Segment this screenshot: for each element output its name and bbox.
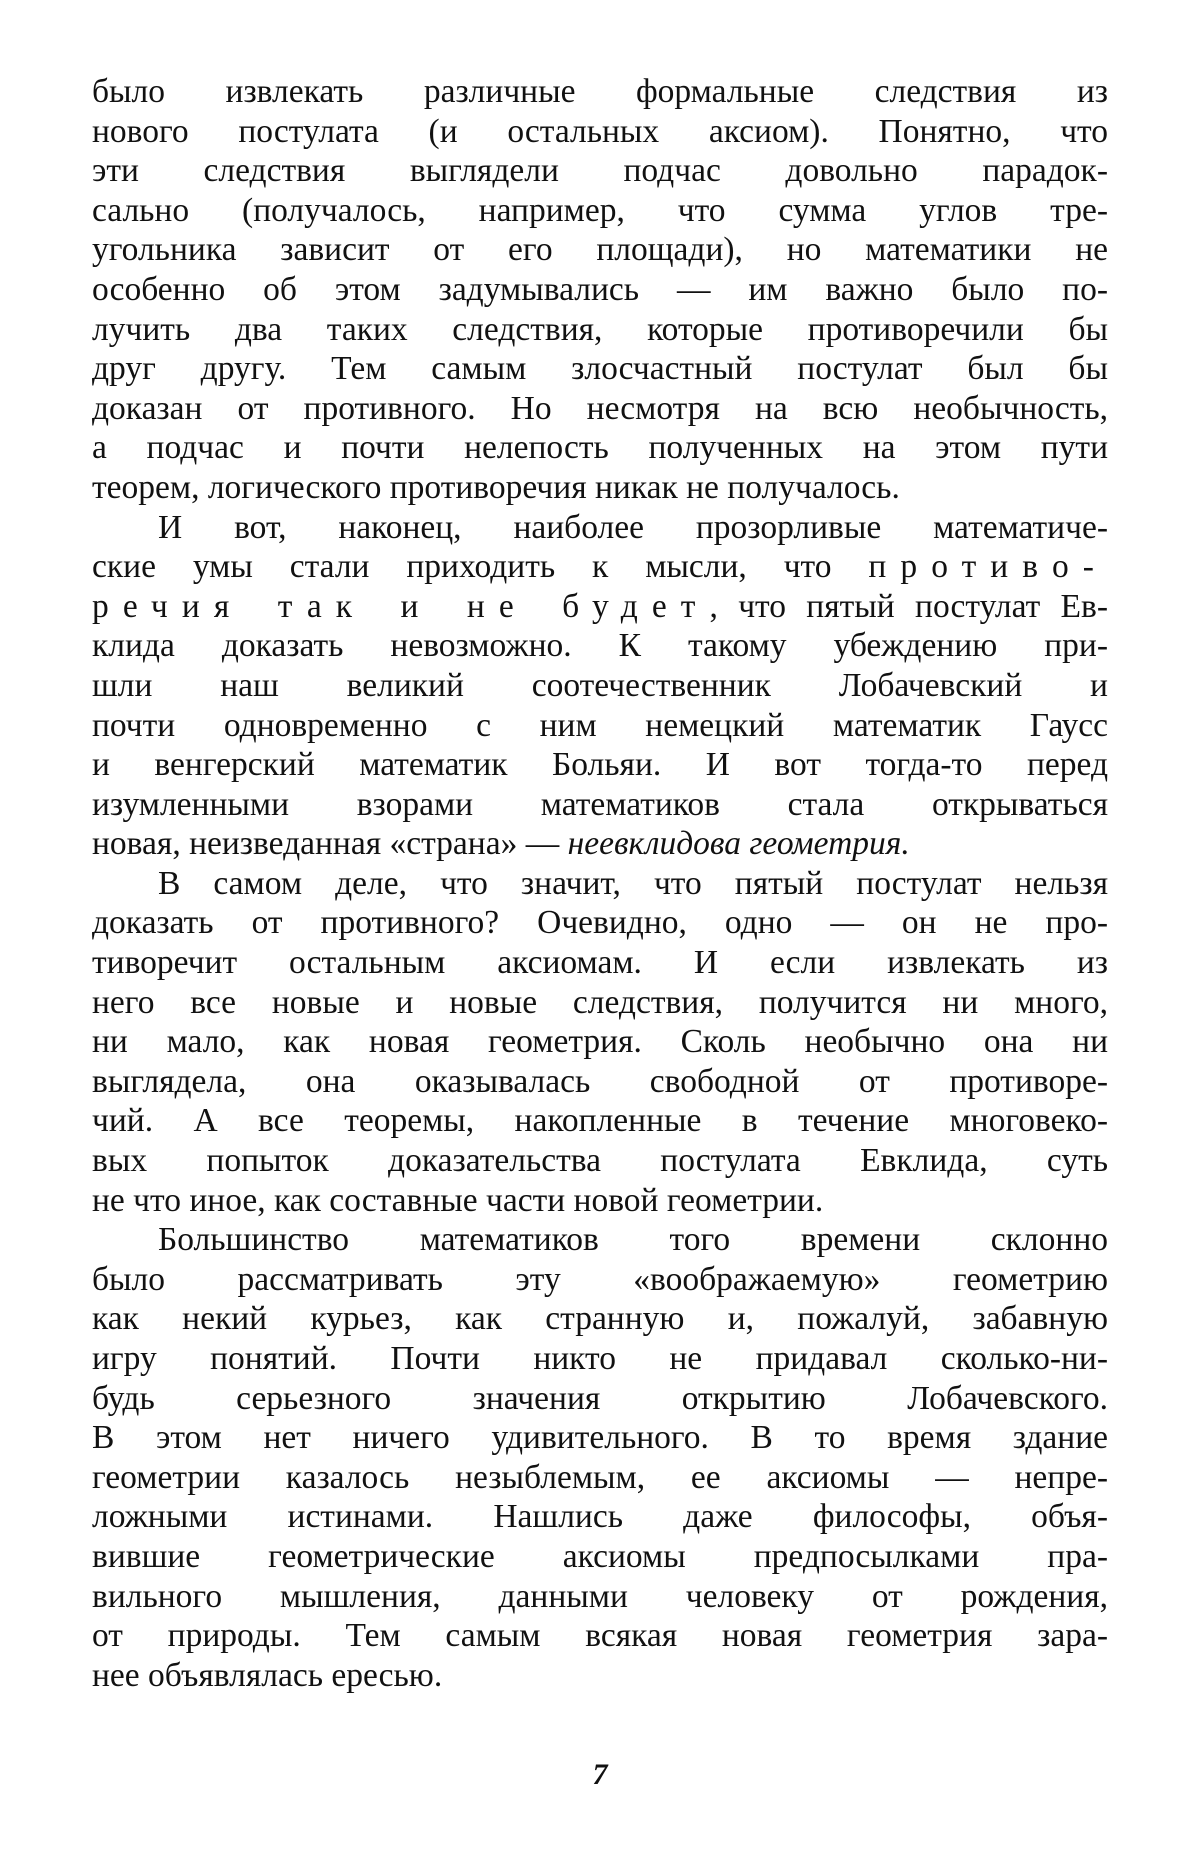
text-line: как некий курьез, как странную и, пожалуй, забавную [92,1300,1108,1338]
page-body [92,72,1108,1695]
text-line: от природы. Тем самым всякая новая геометрия зара- [92,1617,1108,1655]
text-line: него все новые и новые следствия, получится ни много, [92,983,1108,1021]
spaced-emphasis: противо- [868,548,1108,586]
text-line: шли наш великий соотечественник Лобачевский и [92,666,1108,704]
text-line: доказать от противного? Очевидно, одно — он не про- [92,904,1108,942]
text-line: изумленными взорами математиков стала открываться [92,785,1108,823]
text-line: сально (получалось, например, что сумма углов тре- [92,191,1108,229]
text-line: игру понятий. Почти никто не придавал сколько-ни- [92,1340,1108,1377]
paragraph-1 [92,72,1108,508]
text-line: особенно об этом задумывались — им важно было по- [92,270,1108,308]
text-line: И вот, наконец, наиболее прозорливые математиче- [158,508,1108,546]
text-line: В самом деле, что значит, что пятый постулат нельзя [158,864,1108,902]
text-line: нового постулата (и остальных аксиом). Понятно, что [92,112,1108,150]
text-line: не что иное, как составные части новой геометрии. [92,1181,824,1219]
text-line: геометрии казалось незыблемым, ее аксиомы — непре- [92,1458,1108,1496]
paragraph-4 [92,1220,1108,1695]
text-line: а подчас и почти нелепость полученных на этом пути [92,429,1108,467]
text-line: лучить два таких следствия, которые противоречили бы [92,310,1108,348]
text-line: вых попыток доказательства постулата Евклида, суть [92,1142,1108,1180]
text-line: Большинство математиков того времени склонно [158,1221,1108,1259]
text-line: теорем, логического противоречия никак не получалось. [92,468,900,506]
text-line: выглядела, она оказывалась свободной от противоре- [92,1062,1108,1100]
text-line: чий. А все теоремы, накопленные в течение многовеко- [92,1102,1108,1140]
text-line: угольника зависит от его площади), но математики не [92,231,1108,269]
text-line: было извлекать различные формальные следствия из [92,73,1108,110]
text-line: друг другу. Тем самым злосчастный постулат был бы [92,350,1108,388]
text-line: будь серьезного значения открытию Лобачевского. [92,1379,1108,1417]
text-line: вильного мышления, данными человеку от рождения, [92,1577,1108,1615]
text-line: доказан от противного. Но несмотря на всю необычность, [92,389,1108,427]
text-line: ни мало, как новая геометрия. Сколь необычно она ни [92,1023,1108,1061]
page-number: 7 [592,1758,608,1791]
text-line: эти следствия выглядели подчас довольно парадок- [92,152,1108,190]
text-line: было рассматривать эту «воображаемую» геометрию [92,1260,1108,1298]
text-line: В этом нет ничего удивительного. В то время здание [92,1419,1108,1457]
text-line: почти одновременно с ним немецкий математик Гаусс [92,706,1108,744]
paragraph-3 [92,864,1108,1220]
text-line: и венгерский математик Больяи. И вот тогда-то перед [92,746,1108,784]
italic-term: неевклидова геометрия. [567,825,910,863]
text-line: вившие геометрические аксиомы предпосылками пра- [92,1537,1108,1575]
text-line-with-spaced-emphasis: ские умы стали приходить к мысли, что противо- [92,548,1108,586]
text-line-with-spaced-emphasis: речия так и не будет, что пятый постулат Ев- [92,587,1108,625]
paragraph-2 [92,508,1108,864]
text-line: нее объявлялась ересью. [92,1656,443,1694]
spaced-emphasis: речия так и не будет [92,587,710,625]
text-line-with-italic-term: новая, неизведанная «страна» — неевклидова геометрия. [92,825,910,863]
text-line: ложными истинами. Нашлись даже философы, объя- [92,1498,1108,1536]
text-line: тиворечит остальным аксиомам. И если извлекать из [92,944,1108,982]
text-line: клида доказать невозможно. К такому убеждению при- [92,627,1108,665]
